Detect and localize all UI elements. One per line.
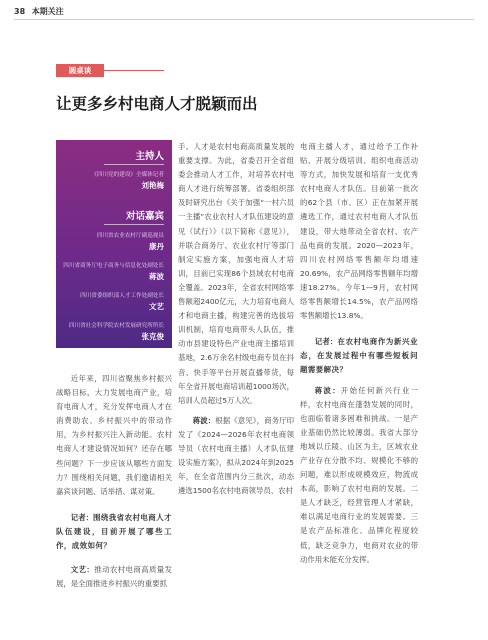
question-text: 在农村电商作为新兴业态，在发展过程中有哪些短板问题需要解决？ — [300, 337, 418, 375]
guest-affiliation: 四川省社会科学院农村发展研究所所长 — [68, 323, 164, 329]
body-column-1 — [56, 372, 172, 634]
host-affiliation: 《四川党的建设》全媒体记者 — [91, 172, 164, 178]
answer-text: 开始任何新兴行业一样，农村电商在蓬勃发展的同时，也面临着诸多困难和挑战。一是产业基础仍然比较薄弱。我省大部分地域以丘陵、山区为主，区域农业产业存在分散不均、规模化不够的问题，难以形成规模效应，物流成本高，影响了农村电商的发展。二是人才缺乏，经营管理人才紧缺，难以满足电商行业的发展需要。三是农产品标准化、品牌化程度较低，缺乏竞争力，电商对农业的带动作用未能充分发挥。 — [300, 385, 418, 564]
host-divider — [104, 164, 164, 165]
answer-speaker: 蒋波： — [314, 385, 341, 395]
article-title: 让更多乡村电商人才脱颖而出 — [56, 95, 258, 113]
guests-divider — [104, 224, 164, 225]
answer-text: 推动农村电商高质量发展，是全面推进乡村振兴的重要抓 — [56, 565, 172, 589]
answer-continuation: 电商主播人才，通过给予工作补贴、开展分级培训、组织电商活动等方式，加快发展和培育一支优秀农村电商人才队伍。目前第一批次的62个县（市、区）正在加紧开展遴选工作，通过农村电商人才队伍建设，带大地带动全省农村、农产品电商的发展。2020—2023年，四川农村网络零售额年均增速20.69%，农产品网络零售额年均增速18.27%。今年1—9月，农村网络零售额增长14.5%，农产品网络零售额增长13.8%。 — [300, 142, 418, 321]
question-paragraph — [300, 335, 418, 377]
host-name: 刘艳梅 — [141, 181, 164, 190]
answer-paragraph — [178, 414, 294, 499]
guest-affiliation: 四川省农业农村厅副巡视员 — [96, 233, 164, 239]
guest-name: 蒋波 — [149, 272, 164, 281]
page-number: 38 — [14, 7, 26, 16]
answer-speaker: 文艺： — [70, 565, 95, 575]
question-speaker: 记者： — [314, 337, 338, 347]
participants-panel — [56, 140, 172, 348]
answer-speaker: 蒋波： — [192, 415, 216, 425]
column-tag: 圆桌谈 — [56, 64, 104, 77]
guest-affiliation: 四川省委组织部人才工作处副处长 — [80, 293, 164, 299]
body-column-2 — [178, 140, 294, 634]
question-text: 围绕我省农村电商人才队伍建设，目前开展了哪些工作，成效如何？ — [56, 512, 172, 551]
intro-paragraph: 近年来，四川省聚焦乡村振兴战略目标，大力发展电商产业，培育电商人才，充分发挥电商人才在消费助农、乡村振兴中的带动作用，为乡村振兴注入新动能。农村电商人才建设情况如何？还存在哪些问题？下一步应该从哪些方面发力？围绕相关问题，我们邀请相关嘉宾谈问题、话举措、谋对策。 — [56, 374, 172, 496]
answer-paragraph — [300, 384, 418, 567]
header-divider — [14, 19, 474, 20]
answer-text: 根据《意见》，商务厅印发了《2024—2026年农村电商领导员（农村电商主播）人才队伍建设实施方案》，拟从2024年到2025年，在全省范围内分三批次，动态遴选1500名农村电商领导员、农村 — [178, 415, 294, 496]
question-speaker: 记者： — [70, 512, 93, 522]
answer-paragraph — [56, 563, 172, 591]
section-name: 本期关注 — [31, 7, 64, 16]
tag-divider — [104, 70, 164, 71]
guest-affiliation: 四川省商务厅电子商务与信息化处副处长 — [63, 263, 164, 269]
guest-name: 文艺 — [149, 302, 164, 311]
answer-continuation: 手。人才是农村电商高质量发展的重要支撑。为此，省委召开全省组委会推动人才工作，对培养农村电商人才进行统筹部署。省委组织部及时研究出台《关于加强“一村六员一主播”农业农村人才队伍建设的意见（试行）》（以下简称《意见》），并联合商务厅、农业农村厅等部门制定实施方案，加强电商人才培训，目前已实现86个县域农村电商全覆盖。2023年，全省农村网络零售额超2400亿元，大力培育电商人才和电商主播，构建完善的选拔培训机制，培育电商带头人队伍，推动市县建设特色产业电商主播培训基地，2.6万余名村级电商专员在抖音、快手等平台开展直播带货，每年全省开展电商培训超1000场次，培训人员超过5万人次。 — [178, 142, 294, 405]
header-text — [14, 6, 64, 17]
body-column-3 — [300, 140, 418, 634]
guest-name: 张克俊 — [141, 332, 164, 341]
host-heading: 主持人 — [135, 151, 164, 162]
guests-heading: 对话嘉宾 — [125, 211, 164, 222]
guest-name: 康丹 — [149, 242, 164, 251]
question-paragraph — [56, 511, 172, 553]
